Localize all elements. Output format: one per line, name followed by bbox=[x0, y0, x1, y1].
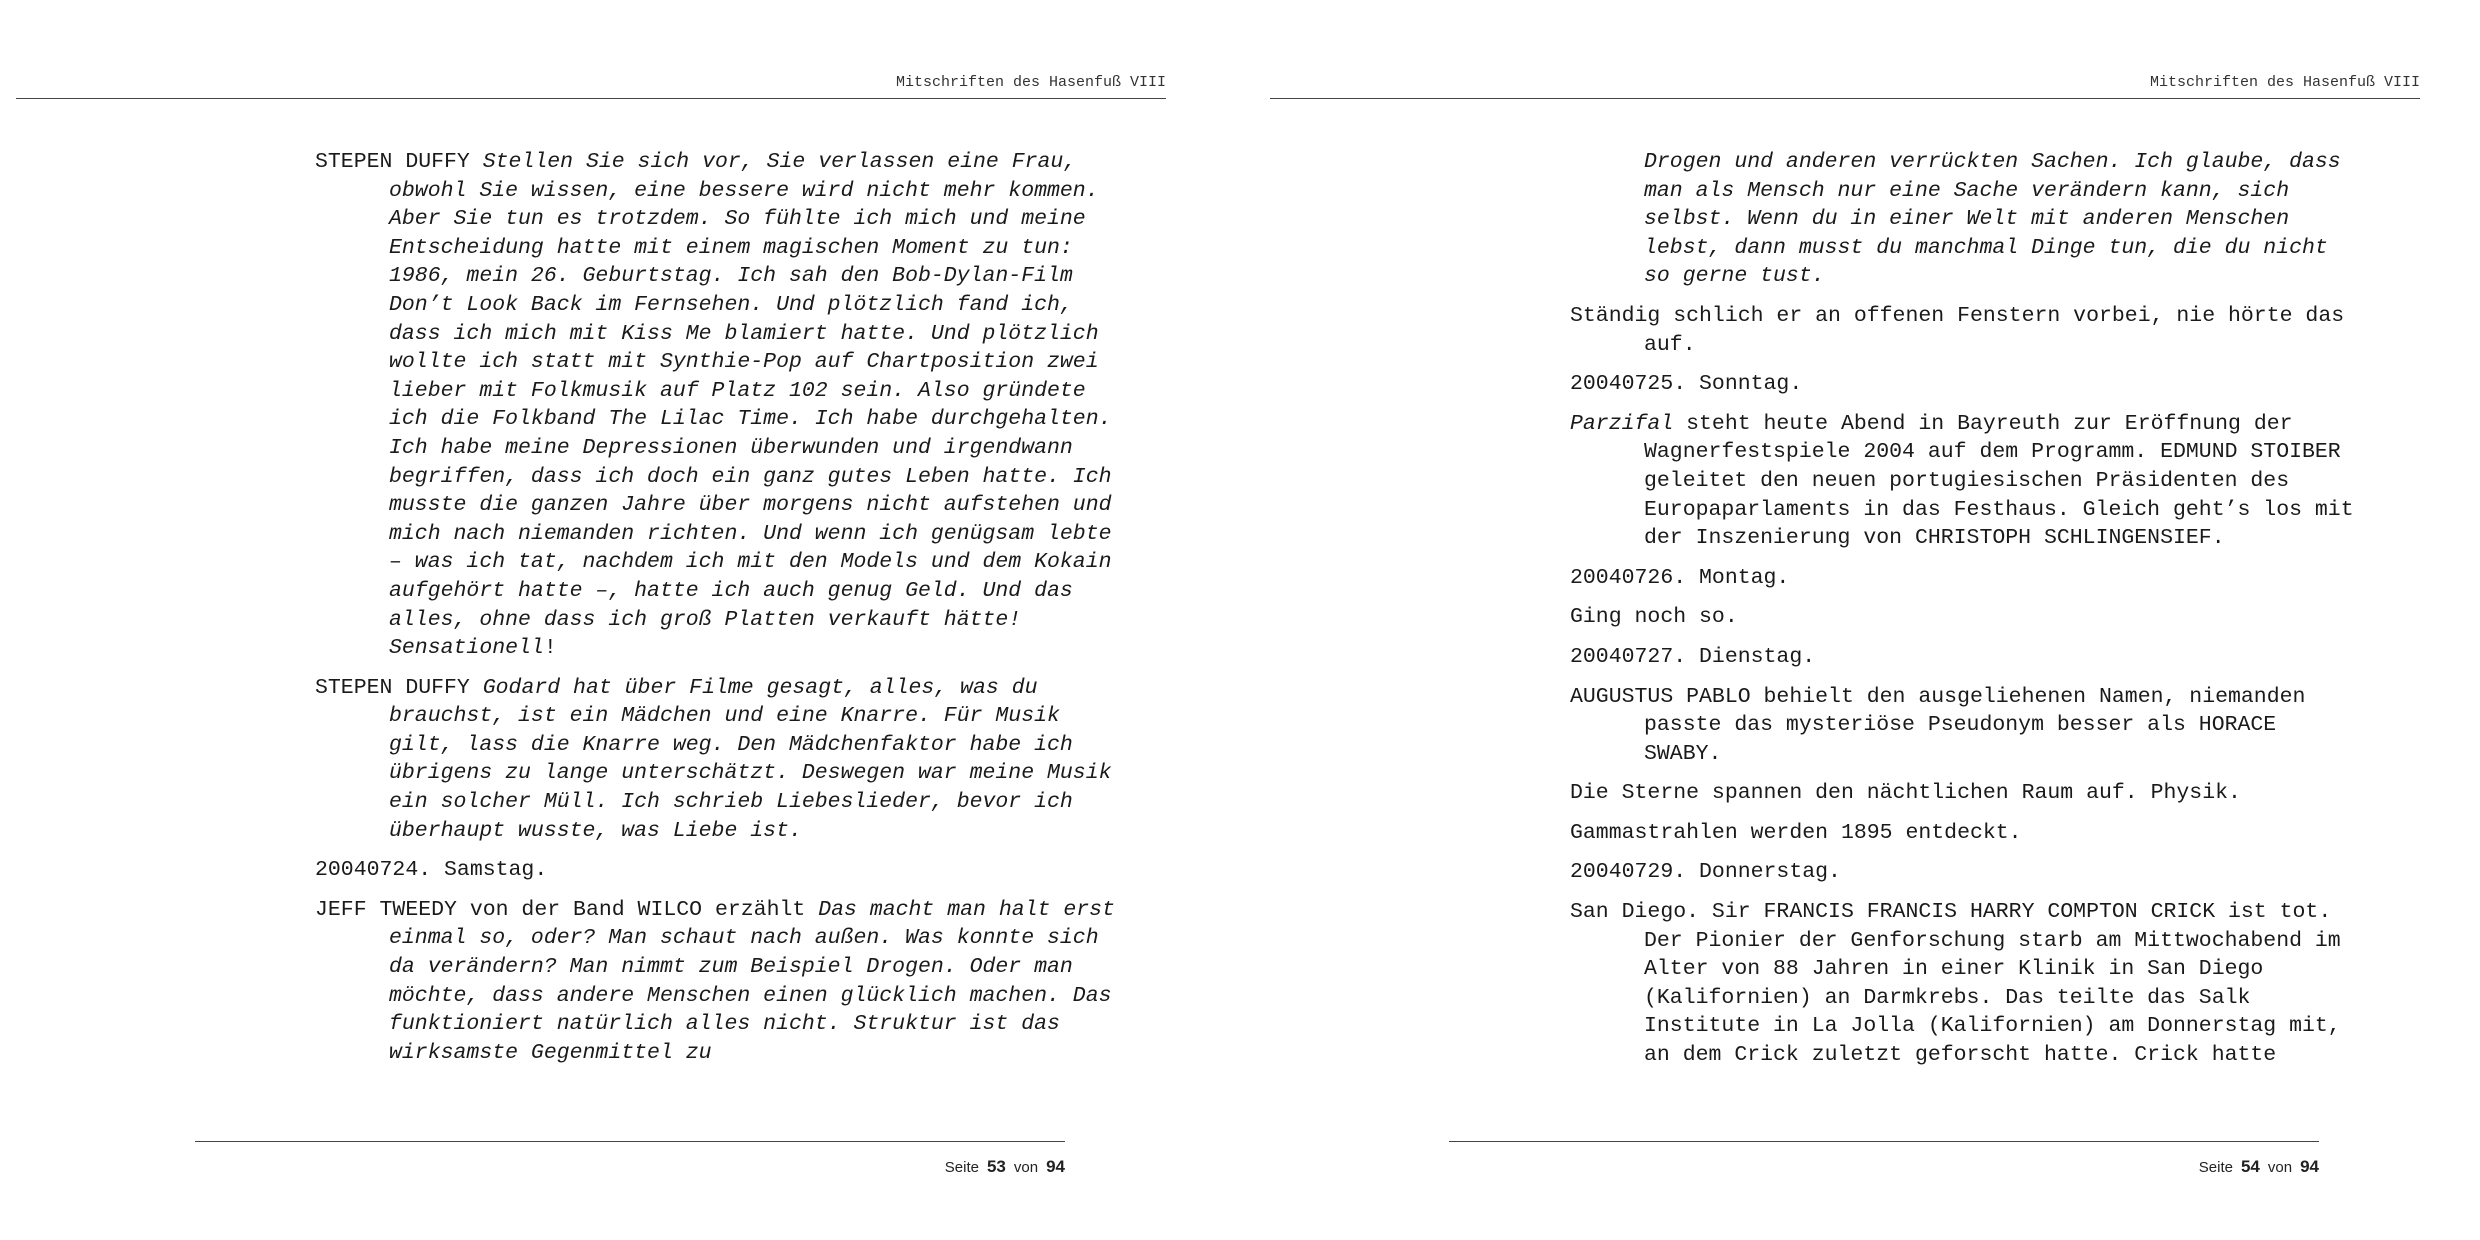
paragraph-text: Ständig schlich er an offenen Fenstern vorbei, nie hörte das auf. bbox=[1570, 303, 2345, 357]
footer-prefix: Seite bbox=[944, 1159, 979, 1176]
speaker: STEPEN DUFFY bbox=[315, 150, 483, 174]
paragraph bbox=[315, 896, 1115, 1068]
footer-rule bbox=[1449, 1141, 2319, 1142]
paragraph bbox=[1570, 683, 2360, 769]
speaker: JEFF TWEEDY von der Band WILCO erzählt bbox=[315, 897, 819, 922]
paragraph bbox=[1570, 302, 2360, 359]
quote-text: Godard hat über Filme gesagt, alles, was du brauchst, ist ein Mädchen und eine Knarre. Für Musik gilt, lass die Knarre weg. Den Mädchenfaktor habe ich übrigens zu lange unterschätzt. Deswegen war meine Musik ein solcher Müll. Ich schrieb Liebeslieder, bevor ich überhaupt wusste, was Liebe ist. bbox=[389, 675, 1112, 843]
paragraph bbox=[1570, 779, 2360, 808]
header-rule bbox=[1270, 98, 2420, 99]
footer-sep: von bbox=[1013, 1159, 1039, 1176]
paragraph-text: Die Sterne spannen den nächtlichen Raum auf. Physik. bbox=[1570, 781, 2241, 806]
footer-rule bbox=[195, 1141, 1065, 1142]
paragraph-tail: ! bbox=[543, 636, 557, 661]
page-total: 94 bbox=[2300, 1157, 2319, 1176]
date-line bbox=[1570, 858, 2360, 887]
page-body bbox=[315, 148, 1115, 1078]
header-rule bbox=[16, 98, 1166, 99]
paragraph bbox=[1570, 898, 2360, 1070]
date-text: 20040729. Donnerstag. bbox=[1570, 860, 1841, 885]
page-right bbox=[1240, 0, 2480, 1240]
date-text: 20040727. Dienstag. bbox=[1570, 644, 1816, 669]
paragraph bbox=[1570, 603, 2360, 632]
continued-quote: Drogen und anderen verrückten Sachen. Ich glaube, dass man als Mensch nur eine Sache verändern kann, sich selbst. Wenn du in einer Welt mit anderen Menschen lebst, dann musst du manchmal Dinge tun, die du nicht so gerne tust. bbox=[1644, 150, 2341, 289]
date-text: 20040725. Sonntag. bbox=[1570, 372, 1803, 397]
page-footer bbox=[2199, 1157, 2319, 1177]
paragraph bbox=[315, 674, 1115, 846]
opera-title: Parzifal bbox=[1570, 411, 1674, 436]
date-text: 20040724. Samstag. bbox=[315, 858, 548, 883]
running-header: Mitschriften des Hasenfuß VIII bbox=[895, 74, 1166, 91]
quote-text: Das macht man halt erst einmal so, oder? Man schaut nach außen. Was konnte sich da verändern? Man nimmt zum Beispiel Drogen. Oder man möchte, dass andere Menschen einen glücklich machen. Das funktioniert natürlich alles nicht. Struktur ist das wirksamste Gegenmittel zu bbox=[389, 897, 1115, 1065]
footer-sep: von bbox=[2267, 1159, 2293, 1176]
page-body bbox=[1570, 148, 2360, 1081]
date-line bbox=[1570, 370, 2360, 399]
date-line bbox=[1570, 564, 2360, 593]
date-line bbox=[1570, 643, 2360, 672]
quote-text: Stellen Sie sich vor, Sie verlassen eine Frau, obwohl Sie wissen, eine bessere wird nicht mehr kommen. Aber Sie tun es trotzdem. So fühlte ich mich und meine Entscheidung hatte mit einem magischen Moment zu tun: 1986, mein 26. Geburtstag. Ich sah den Bob-Dylan-Film Don’t Look Back im Fernsehen. Und plötzlich fand ich, dass ich mich mit Kiss Me blamiert hatte. Und plötzlich wollte ich statt mit Synthie-Pop auf Chartposition zwei lieber mit Folkmusik auf Platz 102 sein. Also gründete ich die Folkband The Lilac Time. Ich habe durchgehalten. Ich habe meine Depressionen überwunden und irgendwann begriffen, dass ich doch ein ganz gutes Leben hatte. Ich musste die ganzen Jahre über morgens nicht aufstehen und mich nach niemanden richten. Und wenn ich genügsam lebte – was ich tat, nachdem ich mit den Models und dem Kokain aufgehört hatte –, hatte ich auch genug Geld. Und das alles, ohne dass ich groß Platten verkauft hätte! Sensationell bbox=[389, 150, 1112, 661]
paragraph-text: Gammastrahlen werden 1895 entdeckt. bbox=[1570, 820, 2022, 845]
page-number: 53 bbox=[986, 1157, 1006, 1176]
paragraph bbox=[1570, 410, 2360, 553]
paragraph-text: Ging noch so. bbox=[1570, 605, 1738, 630]
paragraph bbox=[315, 148, 1115, 663]
page-number: 54 bbox=[2240, 1157, 2260, 1176]
date-text: 20040726. Montag. bbox=[1570, 565, 1790, 590]
running-header: Mitschriften des Hasenfuß VIII bbox=[2149, 74, 2420, 91]
paragraph-text: AUGUSTUS PABLO behielt den ausgeliehenen Namen, niemanden passte das mysteriöse Pseudonym besser als HORACE SWABY. bbox=[1570, 684, 2306, 766]
speaker: STEPEN DUFFY bbox=[315, 675, 483, 700]
paragraph bbox=[1570, 819, 2360, 848]
paragraph-text: steht heute Abend in Bayreuth zur Eröffnung der Wagnerfestspiele 2004 auf dem Programm. EDMUND STOIBER geleitet den neuen portugiesischen Präsidenten des Europaparlaments in das Festhaus. Gleich geht’s los mit der Inszenierung von CHRISTOPH SCHLINGENSIEF. bbox=[1644, 411, 2354, 551]
page-footer bbox=[945, 1157, 1065, 1177]
footer-prefix: Seite bbox=[2198, 1159, 2233, 1176]
paragraph-text: San Diego. Sir FRANCIS FRANCIS HARRY COMPTON CRICK ist tot. Der Pionier der Genforschung starb am Mittwochabend im Alter von 88 Jahren in einer Klinik in San Diego (Kalifornien) an Darmkrebs. Das teilte das Salk Institute in La Jolla (Kalifornien) am Donnerstag mit, an dem Crick zuletzt geforscht hatte. Crick hatte bbox=[1570, 900, 2341, 1068]
page-total: 94 bbox=[1046, 1157, 1065, 1176]
date-line bbox=[315, 856, 1115, 885]
